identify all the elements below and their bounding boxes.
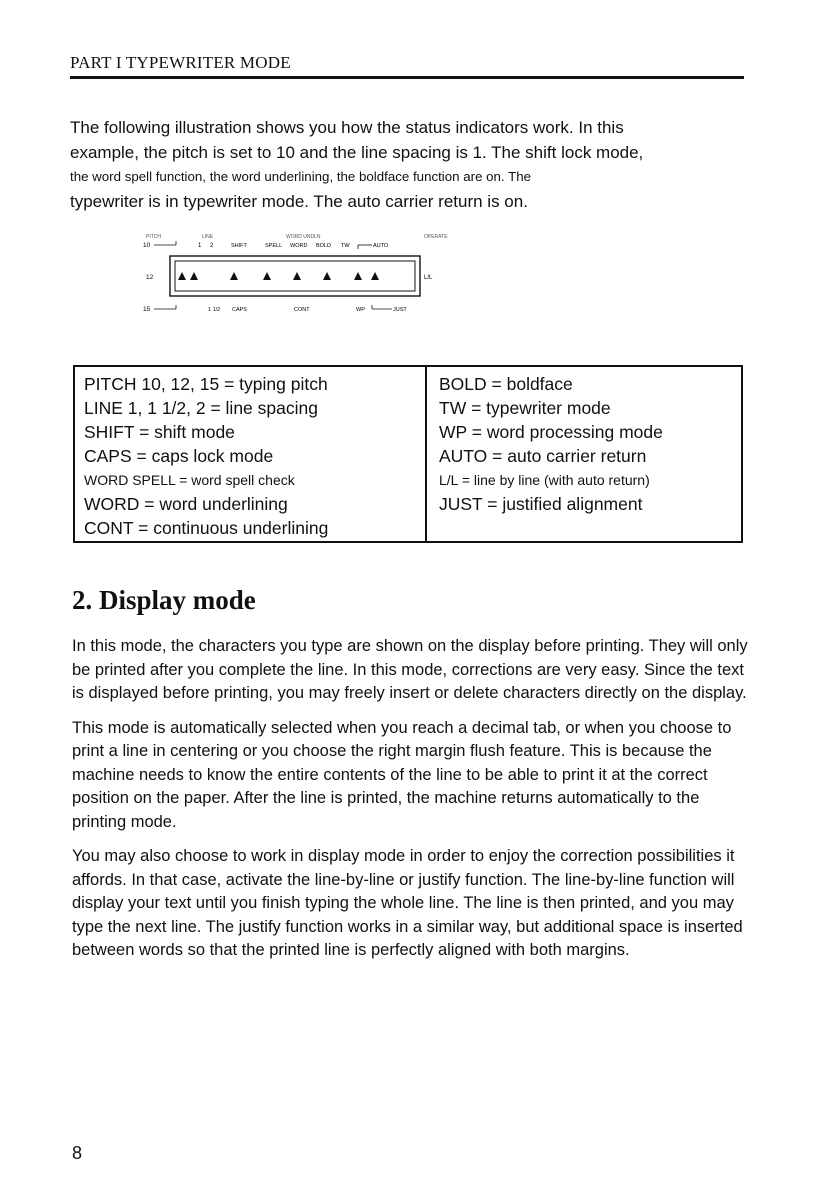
label-line-1: 1 (198, 243, 202, 249)
page-header: PART I TYPEWRITER MODE (70, 53, 291, 72)
legend-table (73, 365, 743, 543)
label-word-undln: WORD UNDLN (286, 234, 321, 240)
label-wp: WP (356, 307, 365, 313)
legend-entry: WP = word processing mode (439, 422, 663, 442)
label-spell: SPELL (265, 243, 283, 249)
label-auto: AUTO (373, 243, 389, 249)
legend-entry: SHIFT = shift mode (84, 422, 235, 442)
legend-entry: JUST = justified alignment (439, 494, 643, 514)
intro-line: example, the pitch is set to 10 and the line spacing is 1. The shift lock mode, (70, 142, 644, 162)
legend-entry: BOLD = boldface (439, 374, 573, 394)
legend-entry: WORD = word underlining (84, 494, 288, 514)
legend-entry: AUTO = auto carrier return (439, 446, 647, 466)
indicator-auto (371, 272, 379, 280)
intro-line: typewriter is in typewriter mode. The auto carrier return is on. (70, 191, 528, 211)
legend-entry: L/L = line by line (with auto return) (439, 472, 650, 488)
section-heading: 2. Display mode (72, 585, 256, 615)
label-caps: CAPS (232, 307, 247, 313)
indicator-bold (323, 272, 331, 280)
legend-right-column (439, 372, 663, 516)
label-operate: OPERATE (424, 234, 448, 240)
paragraph: This mode is automatically selected when you reach a decimal tab, or when you choose to print a line in centering or you choose the right margin flush feature. This is because the machine needs to know the entire contents of the line to be able to print it at the correct position on the paper. After the line is printed, the machine returns automatically to the printing mode. (72, 718, 732, 831)
legend-entry: TW = typewriter mode (439, 398, 611, 418)
paragraph: You may also choose to work in display mode in order to enjoy the correction possibilities it affords. In that case, activate the line-by-line or justify function. The line-by-line function will display your text until you finish typing the whole line. The line is then printed, and you may type the next line. The justify function works in a similar way, but additional space is inserted between words so that the printed line is perfectly aligned with both margins. (72, 847, 743, 959)
legend-entry: LINE 1, 1 1/2, 2 = line spacing (84, 398, 318, 418)
indicator-word (293, 272, 301, 280)
page-number: 8 (72, 1143, 83, 1163)
label-pitch-10: 10 (143, 242, 151, 249)
body-text (72, 635, 752, 974)
label-bold: BOLD (316, 243, 331, 249)
label-word: WORD (290, 243, 308, 249)
legend-entry: CAPS = caps lock mode (84, 446, 274, 466)
label-tw: TW (341, 243, 350, 249)
intro-line: the word spell function, the word underlining, the boldface function are on. The (70, 169, 532, 184)
legend-entry: CONT = continuous underlining (84, 518, 329, 538)
header-rule (70, 76, 744, 79)
status-indicator-diagram (140, 232, 460, 332)
indicator-line-1 (190, 272, 198, 280)
label-line: LINE (202, 234, 214, 240)
label-pitch: PITCH (146, 234, 161, 240)
label-just: JUST (393, 307, 407, 313)
indicator-pitch-10 (178, 272, 186, 280)
legend-divider (425, 367, 427, 541)
intro-paragraph (70, 116, 750, 214)
label-pitch-12: 12 (146, 274, 154, 281)
indicator-shift (230, 272, 238, 280)
label-line-2: 2 (210, 243, 214, 249)
legend-entry: PITCH 10, 12, 15 = typing pitch (84, 374, 328, 394)
label-pitch-15: 15 (143, 306, 151, 313)
paragraph: In this mode, the characters you type are shown on the display before printing. They will only be printed after you complete the line. In this mode, corrections are very easy. Since the text is displayed before printing, you may freely insert or delete characters directly on the display. (72, 637, 748, 702)
intro-line: The following illustration shows you how the status indicators work. In this (70, 118, 624, 137)
label-line-1-half: 1 1/2 (208, 307, 221, 313)
legend-entry: WORD SPELL = word spell check (84, 472, 295, 488)
label-shift: SHIFT (231, 243, 247, 249)
legend-left-column (84, 372, 328, 540)
label-ll: L/L (424, 275, 433, 281)
label-cont: CONT (294, 307, 310, 313)
indicator-word-spell (263, 272, 271, 280)
indicator-tw (354, 272, 362, 280)
